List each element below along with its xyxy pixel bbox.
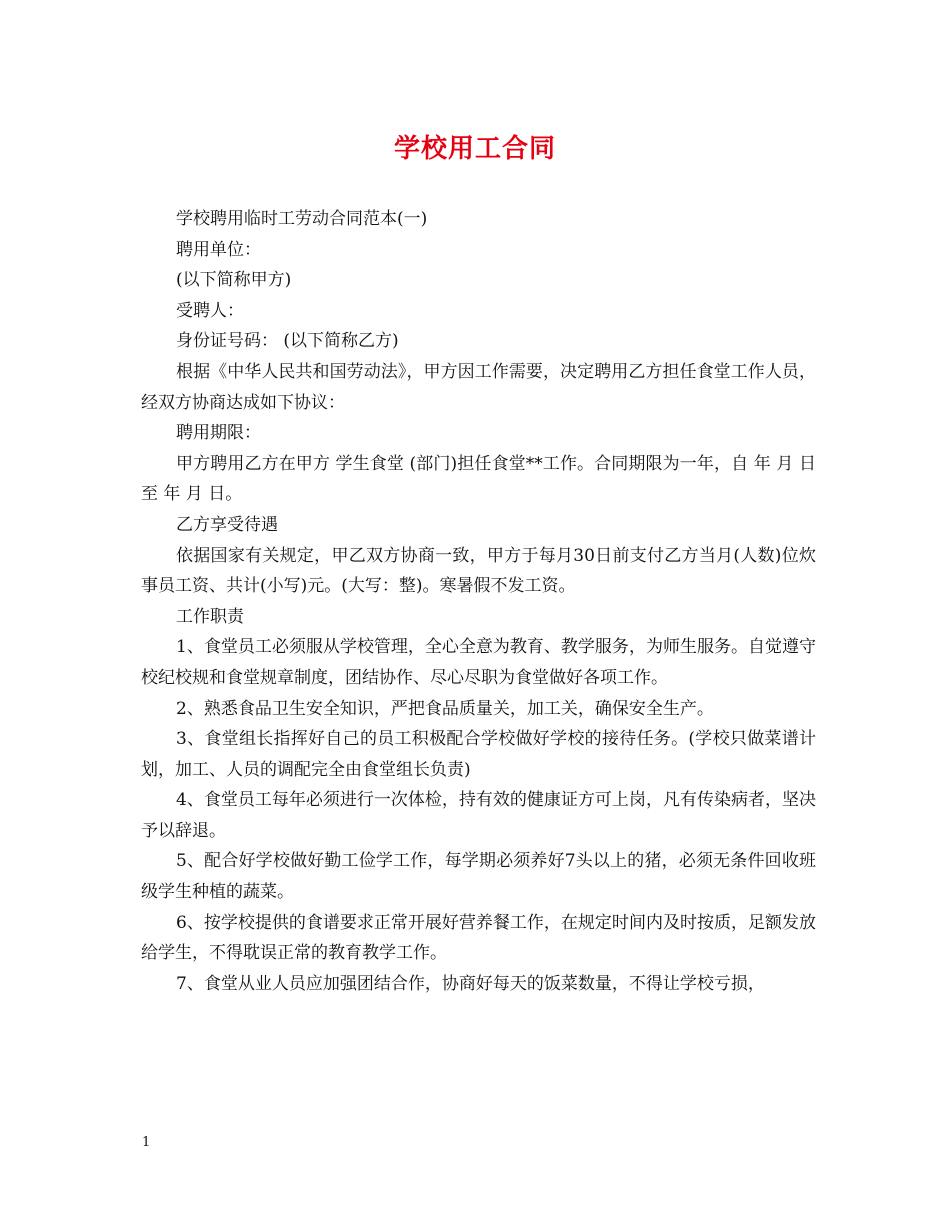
paragraph: 甲方聘用乙方在甲方 学生食堂 (部门)担任食堂**工作。合同期限为一年，自 年 月 日至 年 月 日。 — [141, 453, 816, 505]
paragraph: 3、食堂组长指挥好自己的员工积极配合学校做好学校的接待任务。(学校只做菜谱计划，加工、人员的调配完全由食堂组长负责) — [141, 729, 816, 780]
paragraph: 工作职责 — [176, 606, 244, 627]
paragraph: 身份证号码： (以下简称乙方) — [176, 331, 399, 352]
paragraph: 根据《中华人民共和国劳动法》，甲方因工作需要，决定聘用乙方担任食堂工作人员，经双方协商达成如下协议： — [141, 361, 816, 413]
paragraph: 5、配合好学校做好勤工俭学工作，每学期必须养好7头以上的猪，必须无条件回收班级学生种植的蔬菜。 — [141, 851, 816, 903]
paragraph: 受聘人： — [176, 300, 244, 321]
paragraph: 2、熟悉食品卫生安全知识，严把食品质量关，加工关，确保安全生产。 — [176, 698, 714, 719]
paragraph: 聘用单位： — [176, 239, 261, 260]
paragraph: 聘用期限： — [176, 423, 261, 444]
document-body — [141, 204, 816, 999]
paragraph: 1、食堂员工必须服从学校管理，全心全意为教育、教学服务，为师生服务。自觉遵守校纪校规和食堂规章制度，团结协作、尽心尽职为食堂做好各项工作。 — [141, 637, 816, 688]
paragraph: 依据国家有关规定，甲乙双方协商一致，甲方于每月30日前支付乙方当月(人数)位炊事员工资、共计(小写)元。(大写：整)。寒暑假不发工资。 — [141, 545, 816, 597]
document-title: 学校用工合同 — [393, 134, 556, 164]
paragraph: 7、食堂从业人员应加强团结合作，协商好每天的饭菜数量，不得让学校亏损， — [176, 973, 765, 994]
paragraph: 乙方享受待遇 — [176, 514, 278, 535]
paragraph: (以下简称甲方) — [176, 270, 292, 291]
paragraph: 学校聘用临时工劳动合同范本(一) — [176, 209, 428, 229]
paragraph: 4、食堂员工每年必须进行一次体检，持有效的健康证方可上岗，凡有传染病者，坚决予以辞退。 — [141, 790, 816, 841]
page-number: 1 — [142, 1135, 151, 1150]
paragraph: 6、按学校提供的食谱要求正常开展好营养餐工作，在规定时间内及时按质，足额发放给学生，不得耽误正常的教育教学工作。 — [141, 912, 816, 964]
